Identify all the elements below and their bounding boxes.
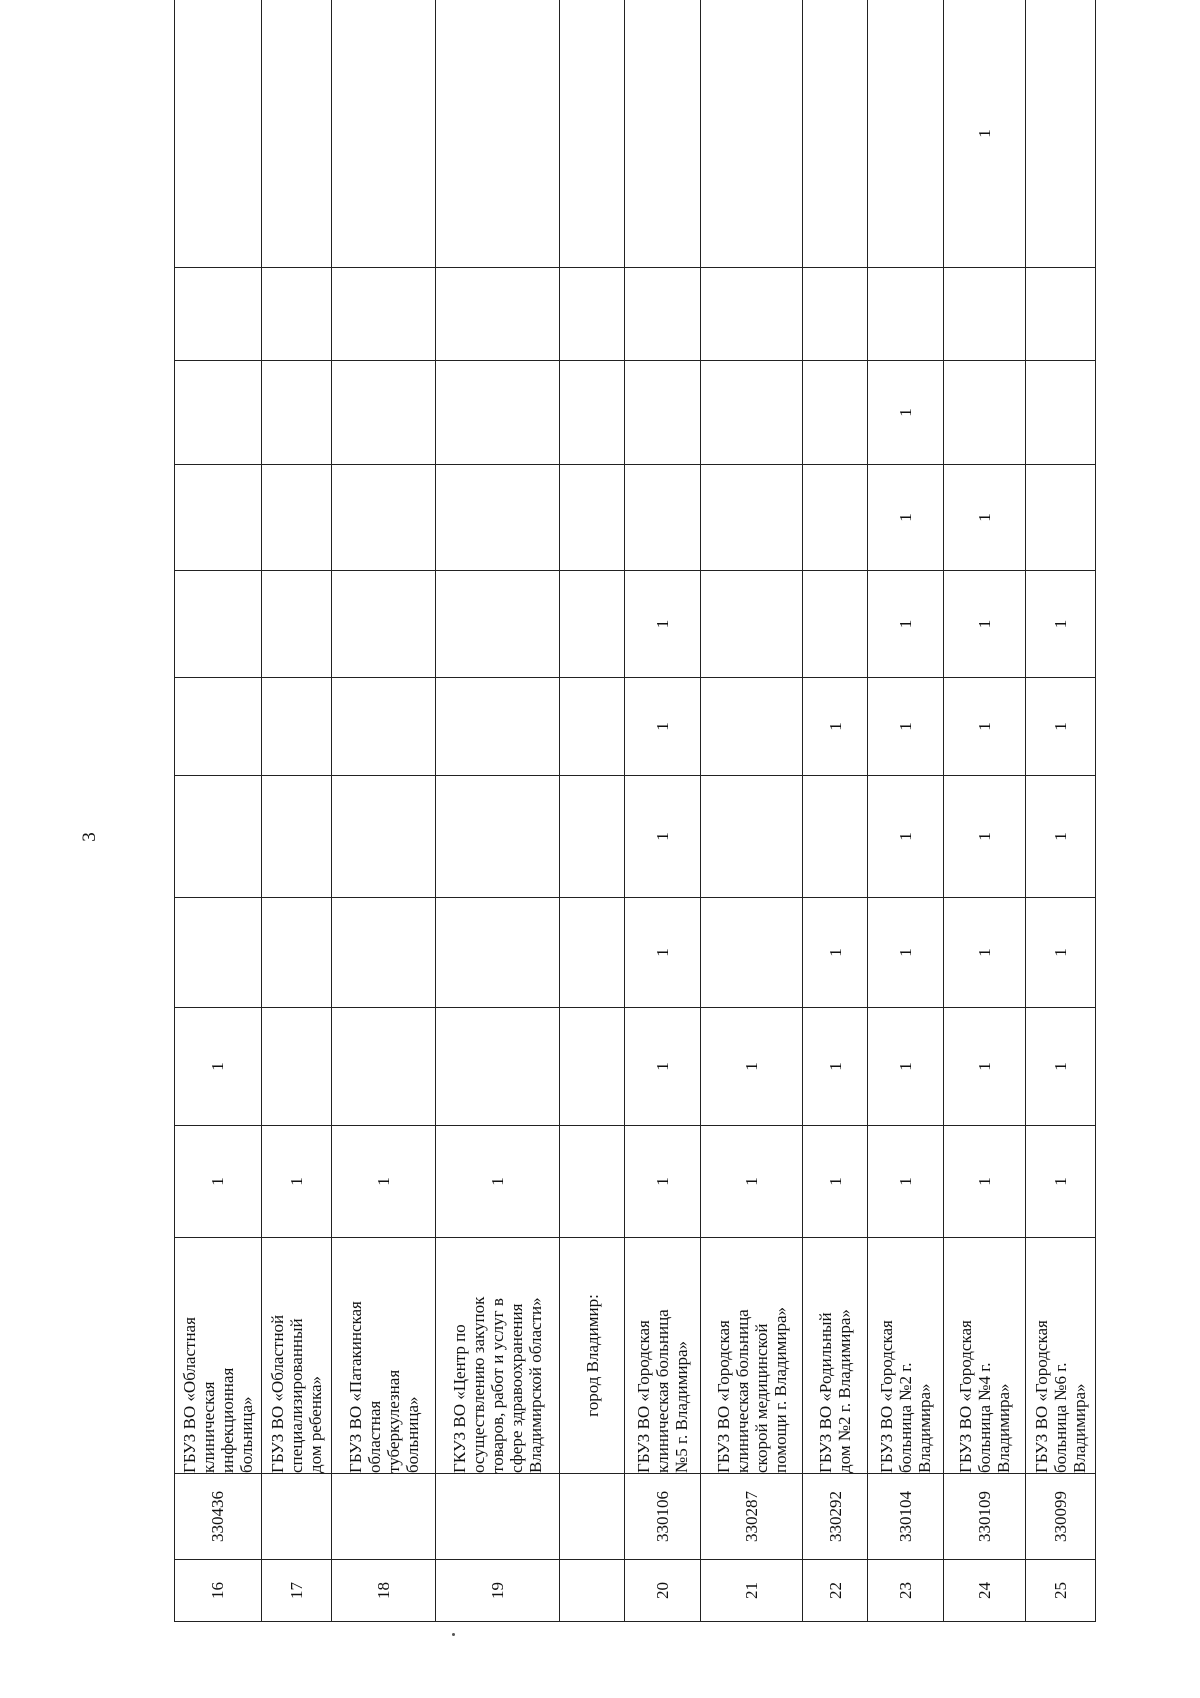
mark-value: 1 xyxy=(975,129,994,138)
mark-cell xyxy=(700,361,802,465)
mark-value: 1 xyxy=(895,832,915,841)
mark-value: 1 xyxy=(652,1177,672,1186)
mark-value: 1 xyxy=(975,832,994,841)
mark-value: 1 xyxy=(895,408,915,417)
mark-cell xyxy=(261,678,332,776)
mark-cell xyxy=(700,776,802,898)
table-row xyxy=(867,0,943,1622)
mark-cell xyxy=(700,571,802,678)
mark-cell xyxy=(803,678,867,776)
mark-cell xyxy=(560,898,624,1008)
mark-value: 1 xyxy=(895,1062,915,1071)
mark-cell xyxy=(700,268,802,361)
mark-cell xyxy=(803,1126,867,1238)
mark-cell xyxy=(332,898,436,1008)
mark-cell xyxy=(1026,776,1096,898)
institution-name-cell xyxy=(175,1238,262,1474)
mark-value: 1 xyxy=(895,1177,915,1186)
mark-cell xyxy=(803,0,867,268)
mark-cell xyxy=(943,776,1025,898)
mark-cell xyxy=(560,678,624,776)
institution-code-cell xyxy=(560,1474,624,1560)
mark-cell xyxy=(867,361,943,465)
institution-name: ГБУЗ ВО «Областной специализированный дом ребенка» xyxy=(267,1314,325,1473)
institution-code-cell: 330287 xyxy=(700,1474,802,1560)
mark-cell xyxy=(700,678,802,776)
row-number-cell: 20 xyxy=(624,1560,700,1622)
mark-value: 1 xyxy=(1051,1062,1071,1071)
institution-code-cell: 330099 xyxy=(1026,1474,1096,1560)
mark-cell xyxy=(700,465,802,571)
mark-cell xyxy=(435,678,560,776)
institution-name-cell xyxy=(332,1238,436,1474)
institution-name-cell xyxy=(261,1238,332,1474)
row-number-cell: 18 xyxy=(332,1560,436,1622)
mark-cell xyxy=(175,465,262,571)
mark-cell xyxy=(560,268,624,361)
mark-value: 1 xyxy=(652,832,672,841)
mark-cell xyxy=(175,361,262,465)
institution-code-cell xyxy=(332,1474,436,1560)
mark-cell xyxy=(867,776,943,898)
mark-value: 1 xyxy=(825,1177,845,1186)
institution-name: ГБУЗ ВО «Городская больница №2 г. Владимира» xyxy=(876,1320,934,1473)
mark-cell xyxy=(624,571,700,678)
mark-cell xyxy=(435,1008,560,1126)
mark-cell xyxy=(943,571,1025,678)
mark-cell xyxy=(943,678,1025,776)
mark-value: 1 xyxy=(895,948,915,957)
mark-cell xyxy=(803,1008,867,1126)
mark-cell xyxy=(624,678,700,776)
institution-name-cell xyxy=(624,1238,700,1474)
mark-value: 1 xyxy=(652,722,672,731)
mark-cell xyxy=(943,268,1025,361)
mark-cell xyxy=(803,268,867,361)
mark-cell xyxy=(332,0,436,268)
mark-value: 1 xyxy=(975,722,994,731)
mark-cell xyxy=(867,1008,943,1126)
institution-name-cell xyxy=(867,1238,943,1474)
mark-cell xyxy=(560,0,624,268)
institution-code-cell xyxy=(261,1474,332,1560)
mark-cell xyxy=(332,361,436,465)
institution-code-cell: 330104 xyxy=(867,1474,943,1560)
mark-cell xyxy=(332,1126,436,1238)
mark-cell xyxy=(261,361,332,465)
mark-value: 1 xyxy=(1051,619,1071,629)
mark-cell xyxy=(1026,571,1096,678)
scan-speck xyxy=(452,1633,455,1636)
mark-cell xyxy=(332,571,436,678)
table-row xyxy=(435,0,560,1622)
mark-cell xyxy=(435,776,560,898)
mark-cell xyxy=(261,898,332,1008)
mark-cell xyxy=(1026,268,1096,361)
row-number-cell: 24 xyxy=(943,1560,1025,1622)
mark-cell xyxy=(175,268,262,361)
mark-cell xyxy=(560,1126,624,1238)
mark-cell xyxy=(435,268,560,361)
section-heading-cell xyxy=(560,1238,624,1474)
mark-value: 1 xyxy=(895,513,915,522)
mark-cell xyxy=(560,361,624,465)
mark-value: 1 xyxy=(1051,1177,1071,1186)
mark-cell xyxy=(624,1008,700,1126)
institution-name-cell xyxy=(435,1238,560,1474)
row-number-cell xyxy=(560,1560,624,1622)
mark-cell xyxy=(261,268,332,361)
mark-cell xyxy=(943,0,1025,268)
table-row xyxy=(560,0,624,1622)
mark-cell xyxy=(332,465,436,571)
mark-cell xyxy=(332,268,436,361)
mark-cell xyxy=(175,1008,262,1126)
mark-cell xyxy=(867,571,943,678)
page-number: 3 xyxy=(79,832,100,842)
mark-cell xyxy=(560,1008,624,1126)
mark-value: 1 xyxy=(975,1177,994,1186)
mark-cell xyxy=(175,898,262,1008)
mark-cell xyxy=(332,678,436,776)
table-row xyxy=(1026,0,1096,1622)
table-row xyxy=(943,0,1025,1622)
mark-cell xyxy=(624,268,700,361)
institution-name-cell xyxy=(1026,1238,1096,1474)
mark-cell xyxy=(1026,1008,1096,1126)
institution-name: ГКУЗ ВО «Центр по осуществлению закупок товаров, работ и услуг в сфере здравоохранения Владимирской области» xyxy=(450,1296,546,1473)
mark-value: 1 xyxy=(652,1062,672,1071)
mark-value: 1 xyxy=(975,1062,994,1071)
institution-name: ГБУЗ ВО «Городская клиническая больница №5 г. Владимира» xyxy=(633,1309,691,1473)
mark-cell xyxy=(560,776,624,898)
mark-cell xyxy=(332,776,436,898)
mark-cell xyxy=(1026,898,1096,1008)
mark-cell xyxy=(943,1008,1025,1126)
row-number-cell: 19 xyxy=(435,1560,560,1622)
institution-name: город Владимир: xyxy=(582,1294,602,1417)
institution-name: ГБУЗ ВО «Городская клиническая больница скорой медицинской помощи г. Владимира» xyxy=(713,1306,790,1473)
mark-value: 1 xyxy=(825,722,845,731)
mark-cell xyxy=(175,1126,262,1238)
mark-cell xyxy=(624,361,700,465)
mark-value: 1 xyxy=(895,722,915,731)
mark-cell xyxy=(624,776,700,898)
row-number-cell: 23 xyxy=(867,1560,943,1622)
mark-value: 1 xyxy=(1051,832,1071,841)
mark-cell xyxy=(803,571,867,678)
mark-cell xyxy=(943,361,1025,465)
mark-value: 1 xyxy=(1051,722,1071,731)
rotated-table-sheet xyxy=(174,0,1096,1622)
table-row xyxy=(332,0,436,1622)
institution-name: ГБУЗ ВО «Городская больница №6 г. Владимира» xyxy=(1032,1320,1090,1473)
mark-cell xyxy=(700,0,802,268)
mark-value: 1 xyxy=(825,1062,845,1071)
mark-cell xyxy=(435,361,560,465)
institution-code-cell: 330292 xyxy=(803,1474,867,1560)
mark-cell xyxy=(435,571,560,678)
mark-cell xyxy=(867,678,943,776)
institution-name: ГБУЗ ВО «Городская больница №4 г. Владимира» xyxy=(956,1320,1013,1473)
row-number-cell: 25 xyxy=(1026,1560,1096,1622)
mark-value: 1 xyxy=(652,619,672,629)
mark-cell xyxy=(803,465,867,571)
mark-cell xyxy=(175,571,262,678)
row-number-cell: 17 xyxy=(261,1560,332,1622)
row-number-cell: 16 xyxy=(175,1560,262,1622)
mark-cell xyxy=(943,898,1025,1008)
mark-cell xyxy=(624,465,700,571)
mark-cell xyxy=(261,1008,332,1126)
mark-value: 1 xyxy=(1051,948,1071,957)
mark-cell xyxy=(175,776,262,898)
institution-name: ГБУЗ ВО «Патакинская областная туберкулезная больница» xyxy=(345,1301,422,1473)
mark-cell xyxy=(435,0,560,268)
mark-cell xyxy=(943,1126,1025,1238)
mark-cell xyxy=(332,1008,436,1126)
institution-name: ГБУЗ ВО «Родильный дом №2 г. Владимира» xyxy=(816,1309,855,1473)
mark-value: 1 xyxy=(742,1062,762,1071)
mark-cell xyxy=(1026,678,1096,776)
mark-cell xyxy=(175,0,262,268)
institution-code-cell: 330436 xyxy=(175,1474,262,1560)
mark-cell xyxy=(435,1126,560,1238)
mark-cell xyxy=(560,465,624,571)
mark-cell xyxy=(1026,1126,1096,1238)
institution-name-cell xyxy=(943,1238,1025,1474)
mark-cell xyxy=(435,898,560,1008)
mark-value: 1 xyxy=(975,513,994,522)
institution-code-cell: 330106 xyxy=(624,1474,700,1560)
mark-value: 1 xyxy=(374,1177,394,1186)
mark-cell xyxy=(1026,0,1096,268)
mark-cell xyxy=(867,268,943,361)
institution-name-cell xyxy=(803,1238,867,1474)
mark-cell xyxy=(560,571,624,678)
mark-cell xyxy=(1026,361,1096,465)
mark-value: 1 xyxy=(825,948,845,957)
mark-cell xyxy=(435,465,560,571)
institution-name-cell xyxy=(700,1238,802,1474)
mark-value: 1 xyxy=(488,1177,508,1186)
mark-cell xyxy=(700,1126,802,1238)
mark-value: 1 xyxy=(208,1177,228,1186)
mark-cell xyxy=(867,898,943,1008)
mark-cell xyxy=(867,1126,943,1238)
institution-code-cell: 330109 xyxy=(943,1474,1025,1560)
mark-value: 1 xyxy=(208,1062,228,1071)
mark-value: 1 xyxy=(652,948,672,957)
mark-cell xyxy=(175,678,262,776)
institution-name: ГБУЗ ВО «Областная клиническая инфекционная больница» xyxy=(179,1317,256,1473)
mark-cell xyxy=(700,1008,802,1126)
mark-value: 1 xyxy=(286,1177,306,1186)
mark-cell xyxy=(624,898,700,1008)
mark-cell xyxy=(867,465,943,571)
mark-cell xyxy=(803,898,867,1008)
table-row xyxy=(261,0,332,1622)
institutions-table xyxy=(174,0,1096,1622)
mark-cell xyxy=(624,0,700,268)
mark-cell xyxy=(261,1126,332,1238)
row-number-cell: 22 xyxy=(803,1560,867,1622)
table-row xyxy=(803,0,867,1622)
mark-cell xyxy=(700,898,802,1008)
table-row xyxy=(624,0,700,1622)
mark-value: 1 xyxy=(975,948,994,957)
row-number-cell: 21 xyxy=(700,1560,802,1622)
mark-cell xyxy=(624,1126,700,1238)
table-row xyxy=(175,0,262,1622)
mark-cell xyxy=(261,571,332,678)
mark-cell xyxy=(803,361,867,465)
table-row xyxy=(700,0,802,1622)
mark-cell xyxy=(867,0,943,268)
institution-code-cell xyxy=(435,1474,560,1560)
mark-value: 1 xyxy=(975,619,994,629)
mark-value: 1 xyxy=(742,1177,762,1186)
mark-cell xyxy=(261,0,332,268)
mark-cell xyxy=(261,776,332,898)
mark-value: 1 xyxy=(895,619,915,629)
mark-cell xyxy=(803,776,867,898)
mark-cell xyxy=(261,465,332,571)
mark-cell xyxy=(1026,465,1096,571)
mark-cell xyxy=(943,465,1025,571)
